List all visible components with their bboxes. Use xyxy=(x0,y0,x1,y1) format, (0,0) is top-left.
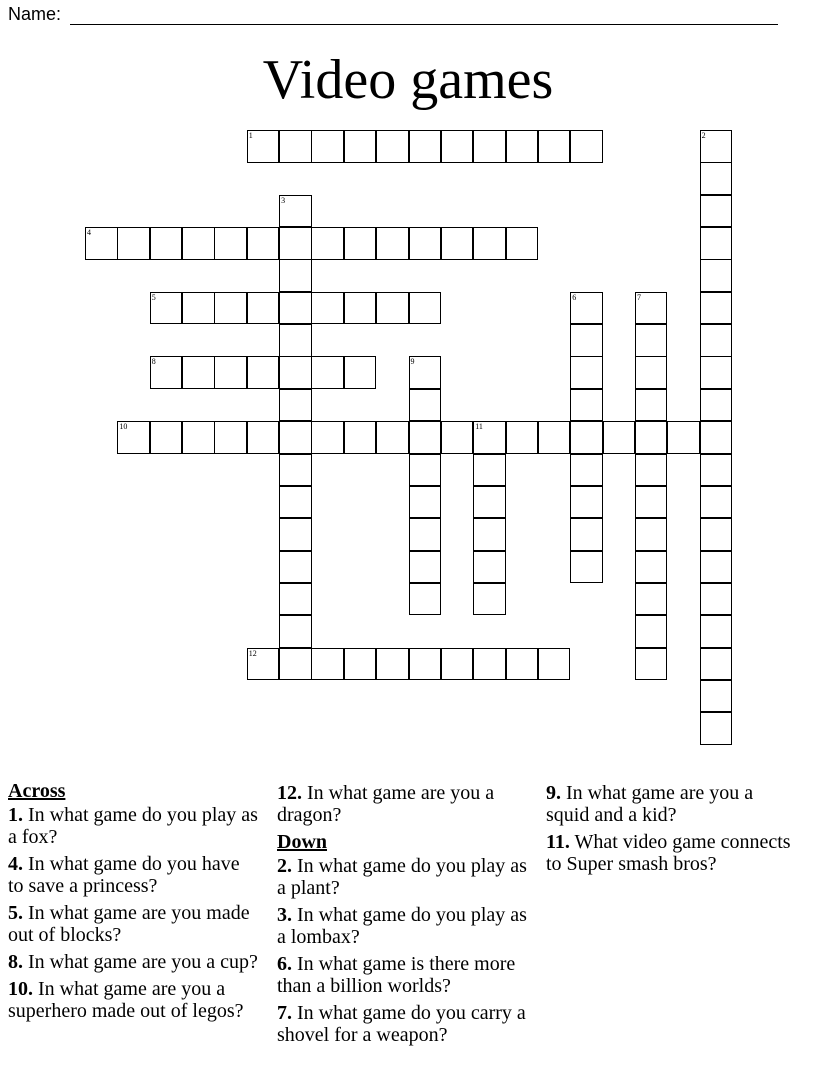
clue-item-text: In what game are you a superhero made out of legos? xyxy=(8,978,244,1022)
grid-cell[interactable] xyxy=(344,227,377,260)
clue-item-text: In what game do you carry a shovel for a weapon? xyxy=(277,1002,526,1046)
clue-item-number: 9. xyxy=(546,782,561,804)
clues-column-1 xyxy=(8,780,258,1027)
grid-cell[interactable] xyxy=(376,227,409,260)
grid-cell[interactable] xyxy=(538,130,571,163)
grid-cell[interactable] xyxy=(279,356,312,389)
grid-cell[interactable] xyxy=(700,162,733,195)
grid-cell[interactable] xyxy=(344,292,377,325)
grid-cell[interactable] xyxy=(150,292,183,325)
grid-cell[interactable] xyxy=(473,583,506,616)
clue-number: 7 xyxy=(636,292,641,302)
clue-item xyxy=(277,953,537,997)
grid-cell[interactable] xyxy=(700,486,733,519)
clue-number: 10 xyxy=(119,422,128,432)
grid-cell[interactable] xyxy=(700,324,733,357)
grid-cell[interactable] xyxy=(311,227,344,260)
grid-cell[interactable] xyxy=(376,292,409,325)
clue-item-number: 5. xyxy=(8,902,23,924)
clue-item-number: 1. xyxy=(8,804,23,826)
grid-cell[interactable] xyxy=(635,551,668,584)
grid-cell[interactable] xyxy=(409,518,442,551)
grid-cell[interactable] xyxy=(506,648,539,681)
grid-cell[interactable] xyxy=(506,227,539,260)
clue-item-number: 3. xyxy=(277,904,292,926)
grid-cell[interactable] xyxy=(700,259,733,292)
grid-cell[interactable] xyxy=(409,227,442,260)
grid-cell[interactable] xyxy=(182,227,215,260)
clues-column-2 xyxy=(277,780,537,1051)
clue-item xyxy=(546,831,796,875)
grid-cell[interactable] xyxy=(506,130,539,163)
grid-cell[interactable] xyxy=(473,518,506,551)
clue-number: 3 xyxy=(281,195,286,205)
clue-item-text: In what game do you have to save a princess? xyxy=(8,853,240,897)
grid-cell[interactable] xyxy=(635,615,668,648)
grid-cell[interactable] xyxy=(344,130,377,163)
grid-cell[interactable] xyxy=(279,292,312,325)
grid-cell[interactable] xyxy=(570,486,603,519)
grid-cell[interactable] xyxy=(635,648,668,681)
clue-item-text: In what game do you play as a plant? xyxy=(277,855,527,899)
grid-cell[interactable] xyxy=(635,583,668,616)
grid-cell[interactable] xyxy=(635,518,668,551)
grid-cell[interactable] xyxy=(635,486,668,519)
grid-cell[interactable] xyxy=(344,421,377,454)
clue-item xyxy=(8,902,258,946)
grid-cell[interactable] xyxy=(700,615,733,648)
grid-cell[interactable] xyxy=(279,324,312,357)
down-heading: Down xyxy=(277,831,328,853)
grid-cell[interactable] xyxy=(311,292,344,325)
grid-cell[interactable] xyxy=(635,324,668,357)
grid-cell[interactable] xyxy=(279,195,312,228)
grid-cell[interactable] xyxy=(409,292,442,325)
grid-cell[interactable] xyxy=(570,421,603,454)
grid-cell[interactable] xyxy=(635,421,668,454)
grid-cell[interactable] xyxy=(700,356,733,389)
grid-cell[interactable] xyxy=(279,227,312,260)
grid-cell[interactable] xyxy=(247,130,280,163)
grid-cell[interactable] xyxy=(344,648,377,681)
grid-cell[interactable] xyxy=(570,518,603,551)
grid-cell[interactable] xyxy=(635,292,668,325)
grid-cell[interactable] xyxy=(570,454,603,487)
grid-cell[interactable] xyxy=(182,356,215,389)
grid-cell[interactable] xyxy=(441,130,474,163)
grid-cell[interactable] xyxy=(279,518,312,551)
clue-item-number: 11. xyxy=(546,831,570,853)
grid-cell[interactable] xyxy=(570,551,603,584)
grid-cell[interactable] xyxy=(700,454,733,487)
grid-cell[interactable] xyxy=(570,356,603,389)
grid-cell[interactable] xyxy=(603,421,636,454)
clue-number: 12 xyxy=(248,648,257,658)
grid-cell[interactable] xyxy=(570,389,603,422)
grid-cell[interactable] xyxy=(409,486,442,519)
grid-cell[interactable] xyxy=(538,648,571,681)
grid-cell[interactable] xyxy=(150,421,183,454)
clue-item-number: 10. xyxy=(8,978,33,1000)
grid-cell[interactable] xyxy=(441,421,474,454)
grid-cell[interactable] xyxy=(700,130,733,163)
clue-item-text: In what game do you play as a lombax? xyxy=(277,904,527,948)
grid-cell[interactable] xyxy=(700,421,733,454)
clue-item-text: In what game are you made out of blocks? xyxy=(8,902,250,946)
clue-item-number: 6. xyxy=(277,953,292,975)
grid-cell[interactable] xyxy=(311,421,344,454)
clue-item-text: In what game is there more than a billion worlds? xyxy=(277,953,516,997)
grid-cell[interactable] xyxy=(635,454,668,487)
clue-item-number: 12. xyxy=(277,782,302,804)
grid-cell[interactable] xyxy=(247,292,280,325)
grid-cell[interactable] xyxy=(409,583,442,616)
grid-cell[interactable] xyxy=(150,227,183,260)
grid-cell[interactable] xyxy=(247,648,280,681)
grid-cell[interactable] xyxy=(376,421,409,454)
grid-cell[interactable] xyxy=(279,454,312,487)
grid-cell[interactable] xyxy=(214,421,247,454)
grid-cell[interactable] xyxy=(279,551,312,584)
grid-cell[interactable] xyxy=(473,227,506,260)
grid-cell[interactable] xyxy=(700,583,733,616)
grid-cell[interactable] xyxy=(570,292,603,325)
grid-cell[interactable] xyxy=(376,130,409,163)
clue-item xyxy=(277,855,537,899)
clue-number: 1 xyxy=(248,131,253,140)
grid-cell[interactable] xyxy=(700,648,733,681)
grid-cell[interactable] xyxy=(441,648,474,681)
grid-cell[interactable] xyxy=(635,389,668,422)
grid-cell[interactable] xyxy=(700,195,733,228)
grid-cell[interactable] xyxy=(247,421,280,454)
clue-item xyxy=(8,804,258,848)
clue-item-text: In what game are you a dragon? xyxy=(277,782,495,826)
grid-cell[interactable] xyxy=(441,227,474,260)
grid-cell[interactable] xyxy=(311,648,344,681)
clue-item-number: 4. xyxy=(8,853,23,875)
clue-number: 9 xyxy=(410,357,415,367)
grid-cell[interactable] xyxy=(409,389,442,422)
clue-item-number: 7. xyxy=(277,1002,292,1024)
grid-cell[interactable] xyxy=(344,356,377,389)
grid-cell[interactable] xyxy=(279,421,312,454)
grid-cell[interactable] xyxy=(150,356,183,389)
grid-cell[interactable] xyxy=(570,130,603,163)
clue-item-text: In what game are you a cup? xyxy=(28,951,258,973)
clue-item-number: 8. xyxy=(8,951,23,973)
clue-number: 2 xyxy=(701,131,706,140)
grid-cell[interactable] xyxy=(85,227,118,260)
clue-item xyxy=(277,904,537,948)
clue-number: 5 xyxy=(151,292,156,302)
grid-cell[interactable] xyxy=(700,551,733,584)
grid-cell[interactable] xyxy=(279,130,312,163)
grid-cell[interactable] xyxy=(570,324,603,357)
grid-cell[interactable] xyxy=(182,421,215,454)
grid-cell[interactable] xyxy=(182,292,215,325)
clue-number: 11 xyxy=(475,422,483,432)
clue-item xyxy=(8,951,258,973)
grid-cell[interactable] xyxy=(376,648,409,681)
grid-cell[interactable] xyxy=(409,421,442,454)
clue-item xyxy=(8,853,258,897)
clue-item xyxy=(546,782,796,826)
grid-cell[interactable] xyxy=(214,356,247,389)
grid-cell[interactable] xyxy=(700,680,733,713)
grid-cell[interactable] xyxy=(247,227,280,260)
clues-column-3 xyxy=(546,780,796,880)
clue-item-text: What video game connects to Super smash bros? xyxy=(546,831,791,875)
grid-cell[interactable] xyxy=(279,486,312,519)
grid-cell[interactable] xyxy=(473,648,506,681)
grid-cell[interactable] xyxy=(247,356,280,389)
clue-item-number: 2. xyxy=(277,855,292,877)
grid-cell[interactable] xyxy=(311,130,344,163)
grid-cell[interactable] xyxy=(117,421,150,454)
grid-cell[interactable] xyxy=(279,259,312,292)
grid-cell[interactable] xyxy=(538,421,571,454)
grid-cell[interactable] xyxy=(409,648,442,681)
grid-cell[interactable] xyxy=(279,615,312,648)
grid-cell[interactable] xyxy=(473,551,506,584)
clue-item xyxy=(8,978,258,1022)
grid-cell[interactable] xyxy=(311,356,344,389)
grid-cell[interactable] xyxy=(117,227,150,260)
across-heading: Across xyxy=(8,780,66,802)
clue-item xyxy=(277,1002,537,1046)
clue-number: 8 xyxy=(151,357,156,367)
clue-item-text: In what game do you play as a fox? xyxy=(8,804,258,848)
grid-cell[interactable] xyxy=(473,130,506,163)
grid-cell[interactable] xyxy=(635,356,668,389)
clue-item xyxy=(277,782,537,826)
grid-cell[interactable] xyxy=(409,356,442,389)
grid-cell[interactable] xyxy=(506,421,539,454)
grid-cell[interactable] xyxy=(700,227,733,260)
clue-number: 4 xyxy=(87,228,91,238)
grid-cell[interactable] xyxy=(667,421,700,454)
puzzle-title: Video games xyxy=(262,49,554,111)
grid-cell[interactable] xyxy=(700,292,733,325)
grid-cell[interactable] xyxy=(279,648,312,681)
grid-cell[interactable] xyxy=(473,454,506,487)
grid-cell[interactable] xyxy=(279,389,312,422)
clue-item-text: In what game are you a squid and a kid? xyxy=(546,782,754,826)
clue-number: 6 xyxy=(572,292,577,302)
grid-cell[interactable] xyxy=(473,486,506,519)
grid-cell[interactable] xyxy=(214,227,247,260)
name-label: Name: xyxy=(8,4,62,24)
grid-cell[interactable] xyxy=(214,292,247,325)
grid-cell[interactable] xyxy=(473,421,506,454)
grid-cell[interactable] xyxy=(700,712,733,745)
grid-cell[interactable] xyxy=(700,389,733,422)
grid-cell[interactable] xyxy=(409,551,442,584)
grid-cell[interactable] xyxy=(409,454,442,487)
grid-cell[interactable] xyxy=(279,583,312,616)
grid-cell[interactable] xyxy=(409,130,442,163)
grid-cell[interactable] xyxy=(700,518,733,551)
